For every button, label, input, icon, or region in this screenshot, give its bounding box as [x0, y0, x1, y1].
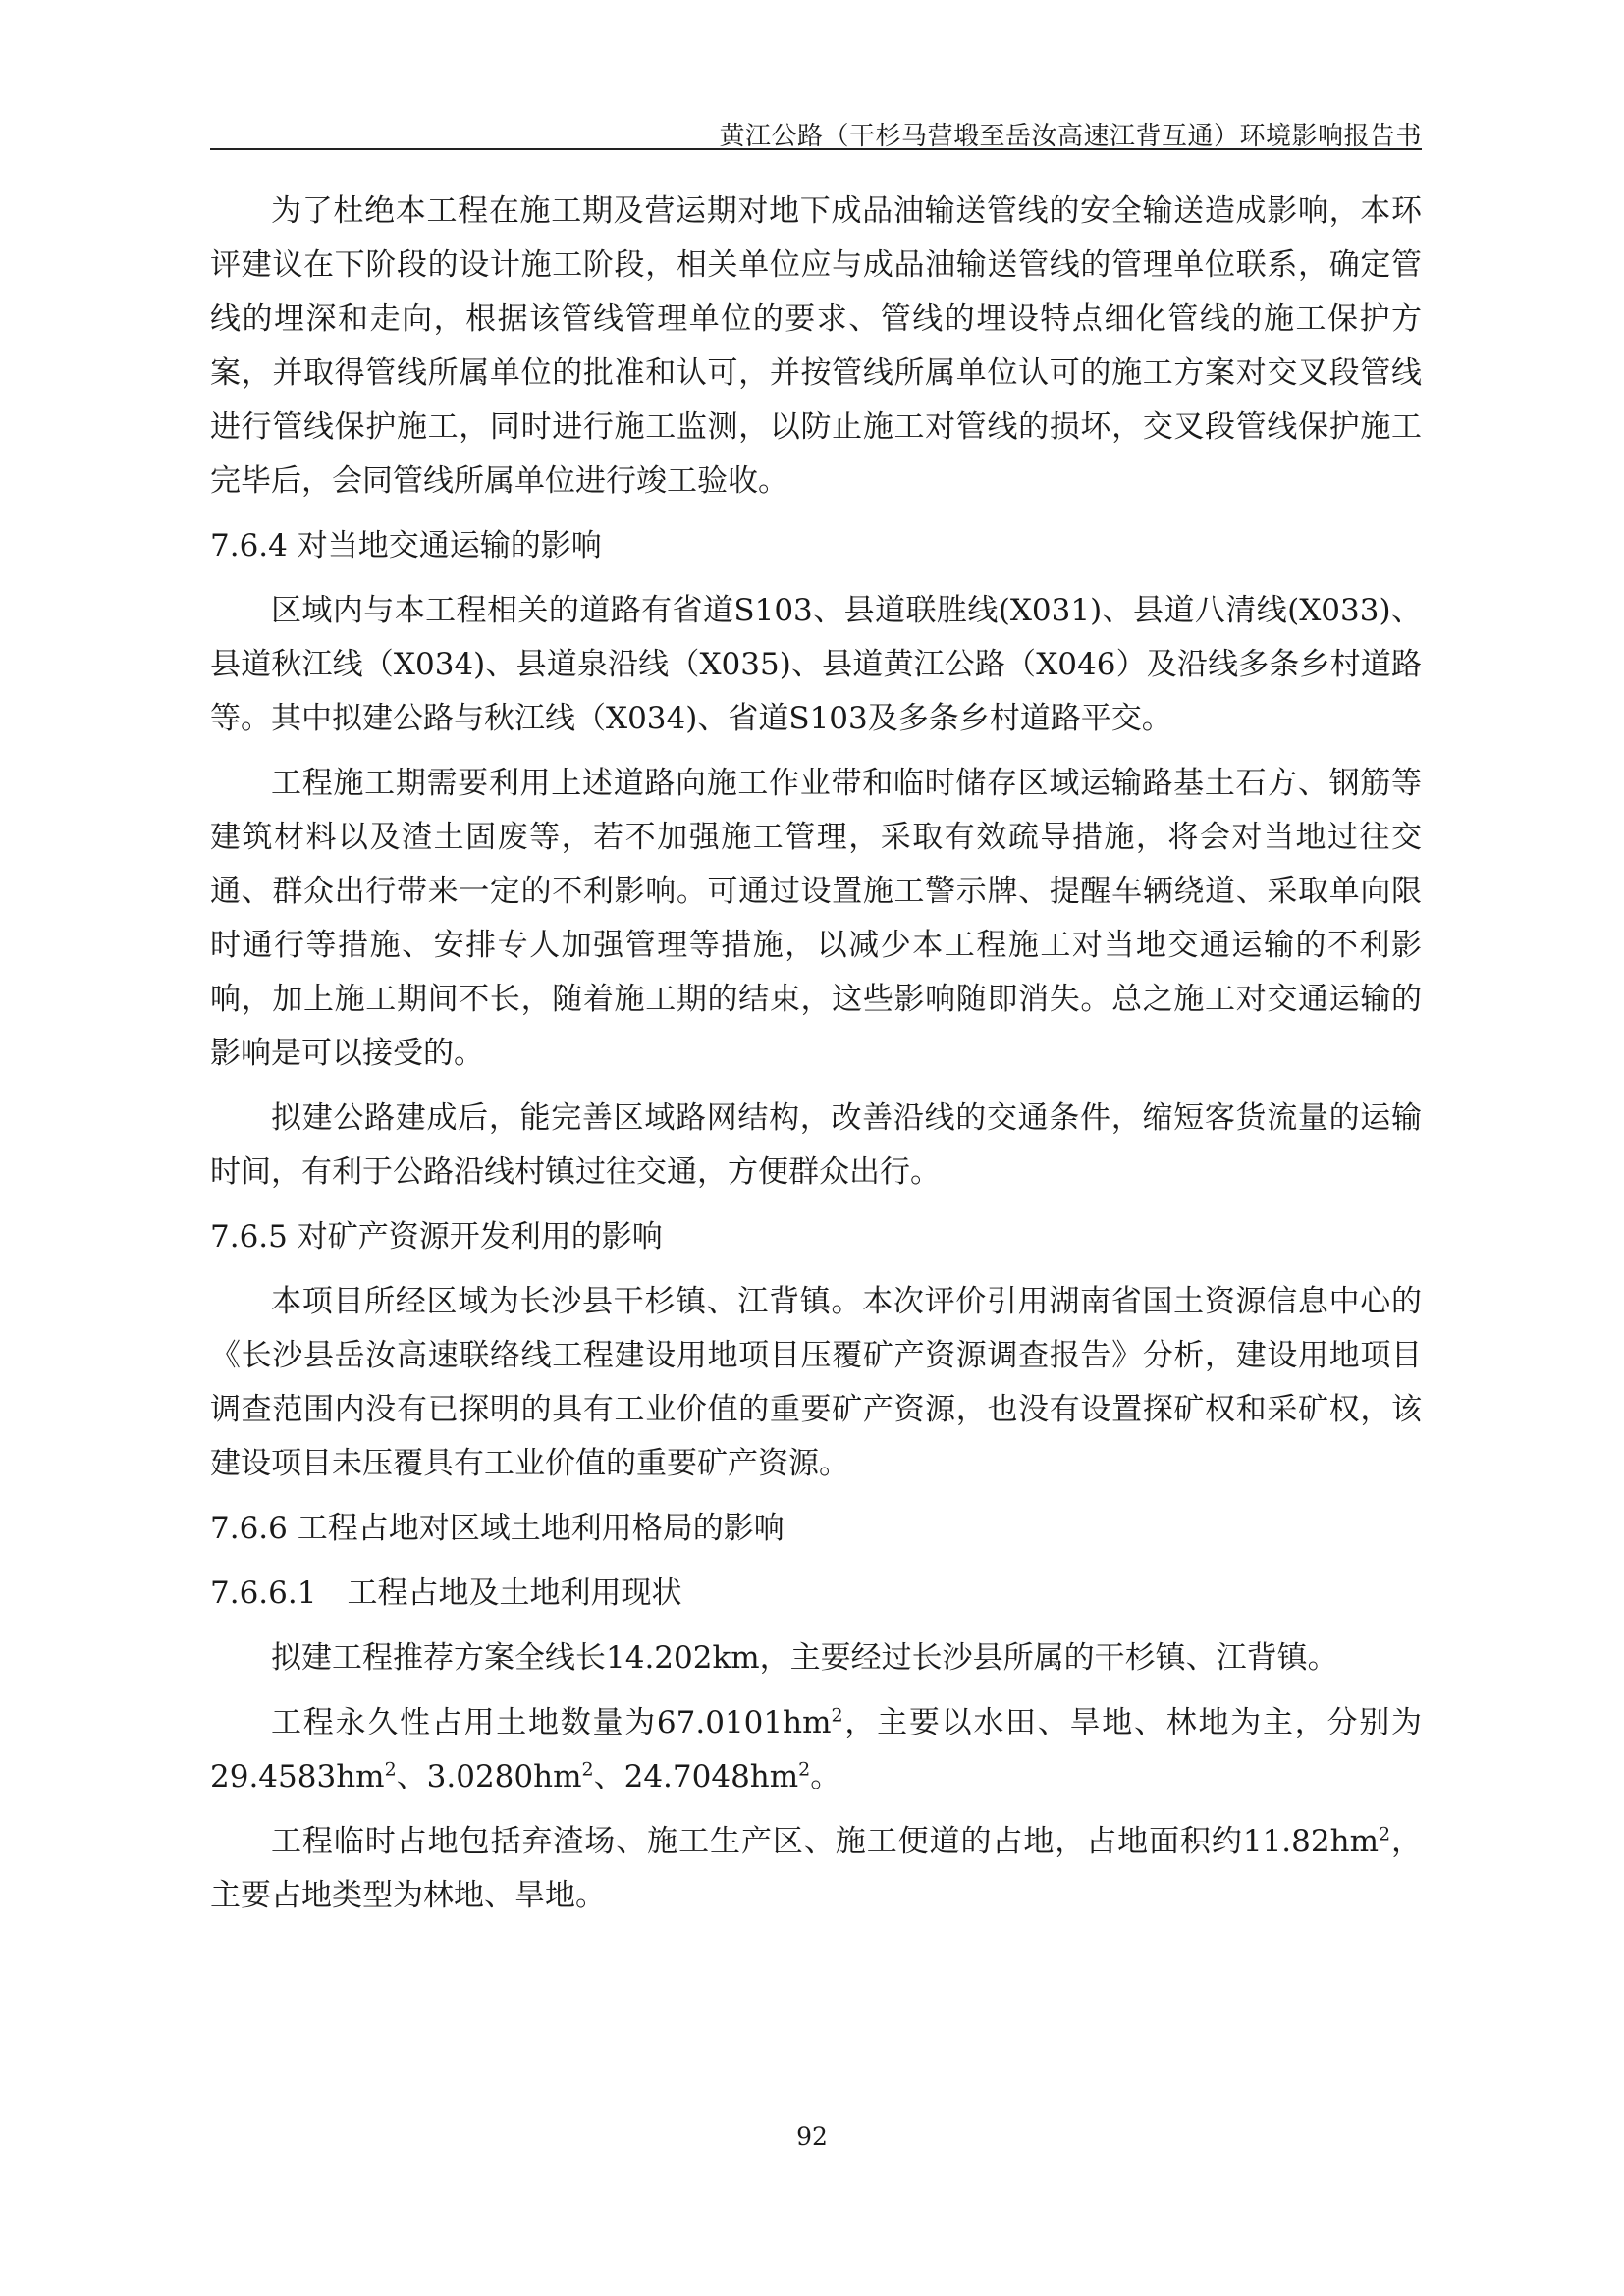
temporary-land-text-b: ，主要占地类型为林地、旱地。: [210, 1824, 1423, 1913]
section-heading-7-6-4: 7.6.4 对当地交通运输的影响: [210, 528, 602, 563]
paragraph-permanent-land-use: [210, 1696, 1422, 1804]
paragraph-mineral-resources: 本项目所经区域为长沙县干杉镇、江背镇。本次评价引用湖南省国土资源信息中心的《长沙县岳汝高速联络线工程建设用地项目压覆矿产资源调查报告》分析，建设用地项目调查范围内没有已探明的具有工业价值的重要矿产资源，也没有设置探矿权和采矿权，该建设项目未压覆具有工业价值的重要矿产资源。: [210, 1284, 1422, 1481]
unit-superscript: 2: [384, 1758, 397, 1781]
unit-superscript: 2: [831, 1704, 843, 1727]
section-heading-7-6-5: 7.6.5 对矿产资源开发利用的影响: [210, 1219, 663, 1255]
paragraph-operation-traffic-benefit: 拟建公路建成后，能完善区域路网结构，改善沿线的交通条件，缩短客货流量的运输时间，有利于公路沿线村镇过往交通，方便群众出行。: [210, 1100, 1422, 1190]
paragraph-construction-traffic-impact: 工程施工期需要利用上述道路向施工作业带和临时储存区域运输路基土石方、钢筋等建筑材料以及渣土固废等，若不加强施工管理，采取有效疏导措施，将会对当地过往交通、群众出行带来一定的不利影响。可通过设置施工警示牌、提醒车辆绕道、采取单向限时通行等措施、安排专人加强管理等措施，以减少本工程施工对当地交通运输的不利影响，加上施工期间不长，随着施工期的结束，这些影响随即消失。总之施工对交通运输的影响是可以接受的。: [210, 766, 1422, 1071]
unit-superscript: 2: [581, 1758, 594, 1781]
body-content: [210, 185, 1422, 1934]
header-divider: [210, 148, 1422, 150]
permanent-land-text-a: 工程永久性占用土地数量为67.0101hm: [271, 1705, 832, 1740]
temporary-land-text-a: 工程临时占地包括弃渣场、施工生产区、施工便道的占地，占地面积约11.82hm: [271, 1824, 1379, 1859]
unit-superscript: 2: [1378, 1823, 1391, 1845]
section-heading-7-6-6: 7.6.6 工程占地对区域土地利用格局的影响: [210, 1511, 785, 1546]
permanent-land-text-b: ，主要以水田、旱地、林地为主，分别为29.4583hm: [210, 1705, 1422, 1794]
paragraph-pipeline-protection: 为了杜绝本工程在施工期及营运期对地下成品油输送管线的安全输送造成影响，本环评建议在下阶段的设计施工阶段，相关单位应与成品油输送管线的管理单位联系，确定管线的埋深和走向，根据该管线管理单位的要求、管线的埋设特点细化管线的施工保护方案，并取得管线所属单位的批准和认可，并按管线所属单位认可的施工方案对交叉段管线进行管线保护施工，同时进行施工监测，以防止施工对管线的损坏，交叉段管线保护施工完毕后，会同管线所属单位进行竣工验收。: [210, 193, 1422, 499]
page-number: 92: [796, 2122, 828, 2151]
running-header-title: 黄江公路（干杉马营塅至岳汝高速江背互通）环境影响报告书: [719, 122, 1422, 151]
permanent-land-text-c: 、3.0280hm: [396, 1759, 582, 1794]
paragraph-related-roads: 区域内与本工程相关的道路有省道S103、县道联胜线(X031)、县道八清线(X033)、县道秋江线（X034)、县道泉沿线（X035)、县道黄江公路（X046）及沿线多条乡村道路等。其中拟建公路与秋江线（X034)、省道S103及多条乡村道路平交。: [210, 593, 1422, 736]
permanent-land-text-e: 。: [810, 1759, 841, 1794]
paragraph-temporary-land-use: [210, 1815, 1422, 1923]
section-heading-7-6-6-1: 7.6.6.1 工程占地及土地利用现状: [210, 1575, 682, 1611]
paragraph-route-length: 拟建工程推荐方案全线长14.202km，主要经过长沙县所属的干杉镇、江背镇。: [271, 1640, 1338, 1676]
unit-superscript: 2: [798, 1758, 811, 1781]
permanent-land-text-d: 、24.7048hm: [593, 1759, 799, 1794]
